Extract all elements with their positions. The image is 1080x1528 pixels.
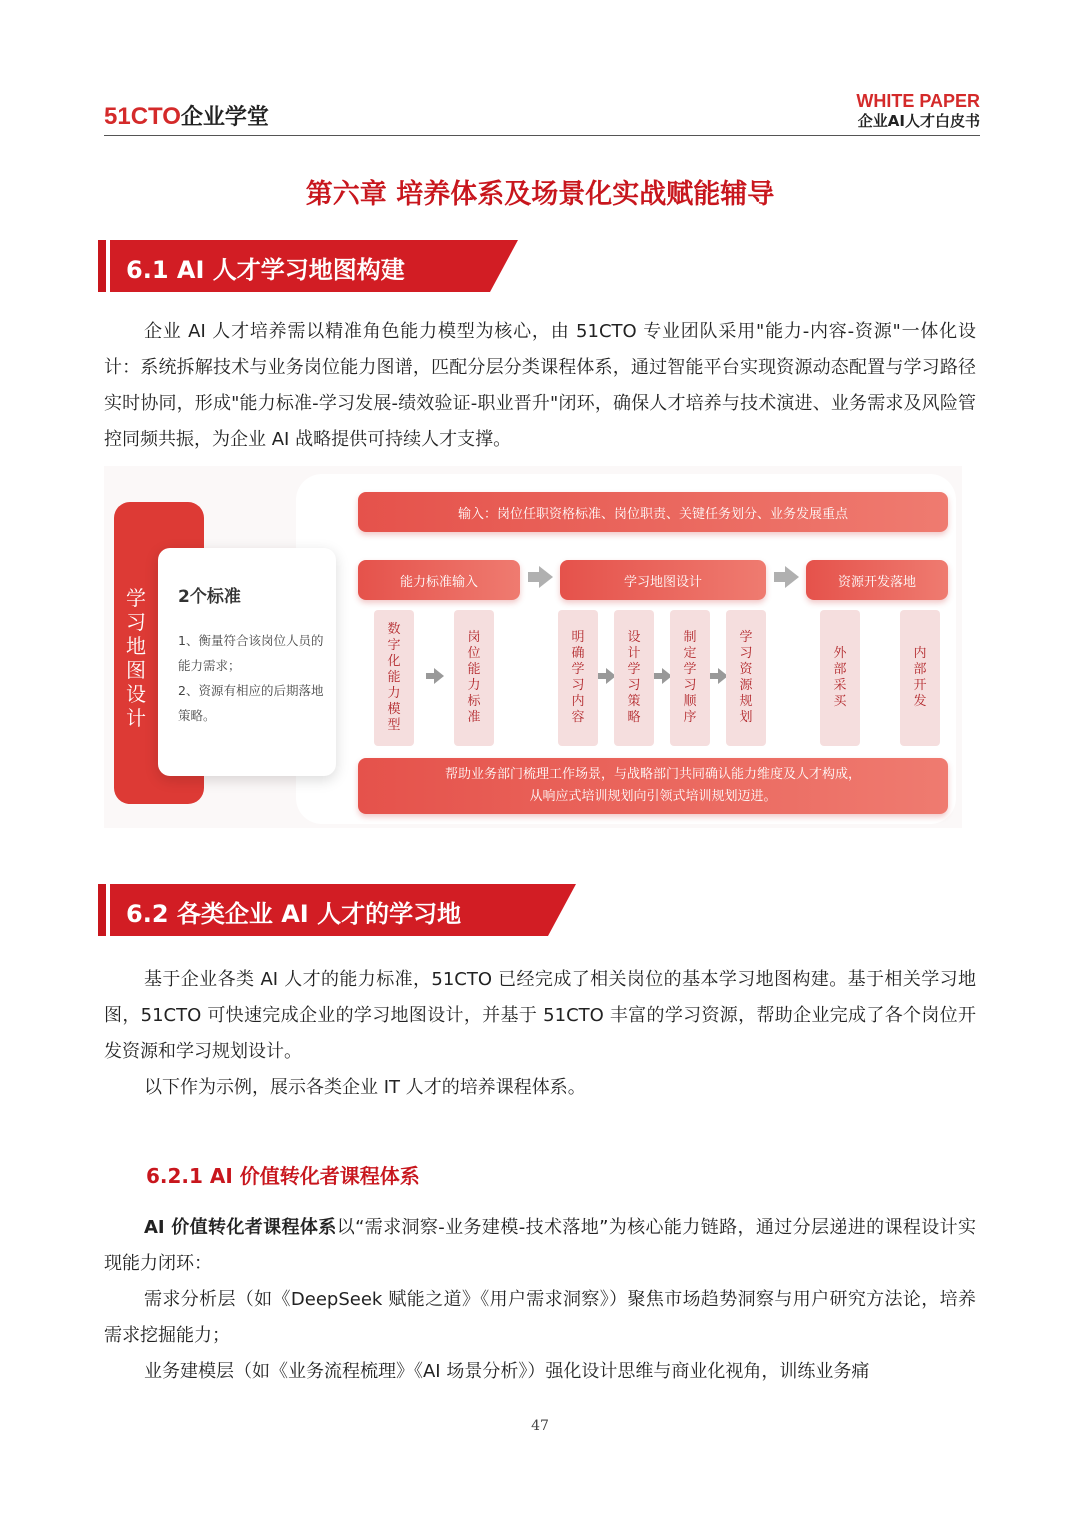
- section-title: 6.2 各类企业 AI 人才的学习地: [126, 900, 462, 928]
- stage-capability-input: 能力标准输入: [358, 560, 520, 600]
- column-clear-content: 明确学习内容: [558, 610, 598, 746]
- lead-rest: 以“需求洞察-业务建模-技术落地”为核心能力链路，通过分层递进的课程设计实现能力闭环：: [104, 1217, 976, 1274]
- input-bar: 输入：岗位任职资格标准、岗位职责、关键任务划分、业务发展重点: [358, 492, 948, 532]
- summary-line-2: 从响应式培训规划向引领式培训规划迈进。: [529, 789, 777, 804]
- column-external-purchase: 外部采买: [820, 610, 860, 746]
- bold-lead: AI 价值转化者课程体系: [144, 1217, 337, 1238]
- banner-accent: [98, 884, 106, 936]
- arrow-right-icon: [426, 668, 444, 684]
- stage-resource-dev: 资源开发落地: [806, 560, 948, 600]
- standard-item-2: 2、资源有相应的后期落地策略。: [178, 683, 324, 723]
- column-resource-plan: 学习资源规划: [726, 610, 766, 746]
- learning-map-diagram: [104, 466, 962, 828]
- page-number: 47: [531, 1418, 549, 1434]
- section-banner-6-2: [98, 884, 576, 936]
- standards-card-body: [178, 628, 328, 728]
- chapter-title: 第六章 培养体系及场景化实战赋能辅导: [305, 179, 775, 210]
- arrow-right-icon: [528, 566, 554, 588]
- diagram-vertical-label: 学习地图设计: [126, 586, 146, 730]
- section-2-paragraphs: [104, 962, 976, 1106]
- logo-text: 企业学堂: [180, 105, 269, 130]
- paragraph-text: 企业 AI 人才培养需以精准角色能力模型为核心，由 51CTO 专业团队采用"能力-内容-资源"一体化设计：系统拆解技术与业务岗位能力图谱，匹配分层分类课程体系，通过智能平台实现资源动态配置与学习路径实时协同，形成"能力标准-学习发展-绩效验证-职业晋升"闭环，确保人才培养与技术演进、业务需求及风险管控同频共振，为企业 AI 战略提供可持续人才支撑。: [104, 321, 976, 450]
- arrow-right-icon: [774, 566, 800, 588]
- paragraph-text: 业务建模层（如《业务流程梳理》《AI 场景分析》）强化设计思维与商业化视角，训练业务痛: [144, 1361, 870, 1382]
- white-paper-cn: 企业AI人才白皮书: [857, 112, 980, 130]
- logo-mark: 51CTO: [104, 103, 181, 130]
- summary-line-1: 帮助业务部门梳理工作场景，与战略部门共同确认能力维度及人才构成，: [444, 767, 861, 782]
- paragraph-text: [104, 1210, 976, 1282]
- column-post-standard: 岗位能力标准: [454, 610, 494, 746]
- subsection-paragraphs: [104, 1210, 976, 1390]
- column-internal-dev: 内部开发: [900, 610, 940, 746]
- white-paper-label: [856, 90, 980, 130]
- section-1-paragraph: [104, 314, 976, 458]
- standards-card: [158, 548, 336, 776]
- standards-card-title: 2个标准: [178, 587, 241, 607]
- summary-bar: [358, 758, 948, 814]
- header-divider: [104, 135, 980, 136]
- standard-item-1: 1、衡量符合该岗位人员的能力需求；: [178, 633, 324, 673]
- section-banner-6-1: [98, 240, 518, 292]
- column-design-strategy: 设计学习策略: [614, 610, 654, 746]
- paragraph-text: 需求分析层（如《DeepSeek 赋能之道》《用户需求洞察》）聚焦市场趋势洞察与用户研究方法论，培养需求挖掘能力；: [104, 1289, 976, 1346]
- banner-accent: [98, 240, 106, 292]
- section-title: 6.1 AI 人才学习地图构建: [126, 256, 405, 284]
- column-digital-model: 数字化能力模型: [374, 610, 414, 746]
- column-set-order: 制定学习顺序: [670, 610, 710, 746]
- paragraph-text: 以下作为示例，展示各类企业 IT 人才的培养课程体系。: [144, 1077, 586, 1098]
- paragraph-text: 基于企业各类 AI 人才的能力标准，51CTO 已经完成了相关岗位的基本学习地图构建。基于相关学习地图，51CTO 可快速完成企业的学习地图设计，并基于 51CTO 丰富的学习资源，帮助企业完成了各个岗位开发资源和学习规划设计。: [104, 969, 976, 1062]
- subsection-title: 6.2.1 AI 价值转化者课程体系: [146, 1164, 420, 1188]
- white-paper-en: WHITE PAPER: [856, 91, 980, 111]
- stage-map-design: 学习地图设计: [560, 560, 766, 600]
- brand-logo: [104, 100, 269, 131]
